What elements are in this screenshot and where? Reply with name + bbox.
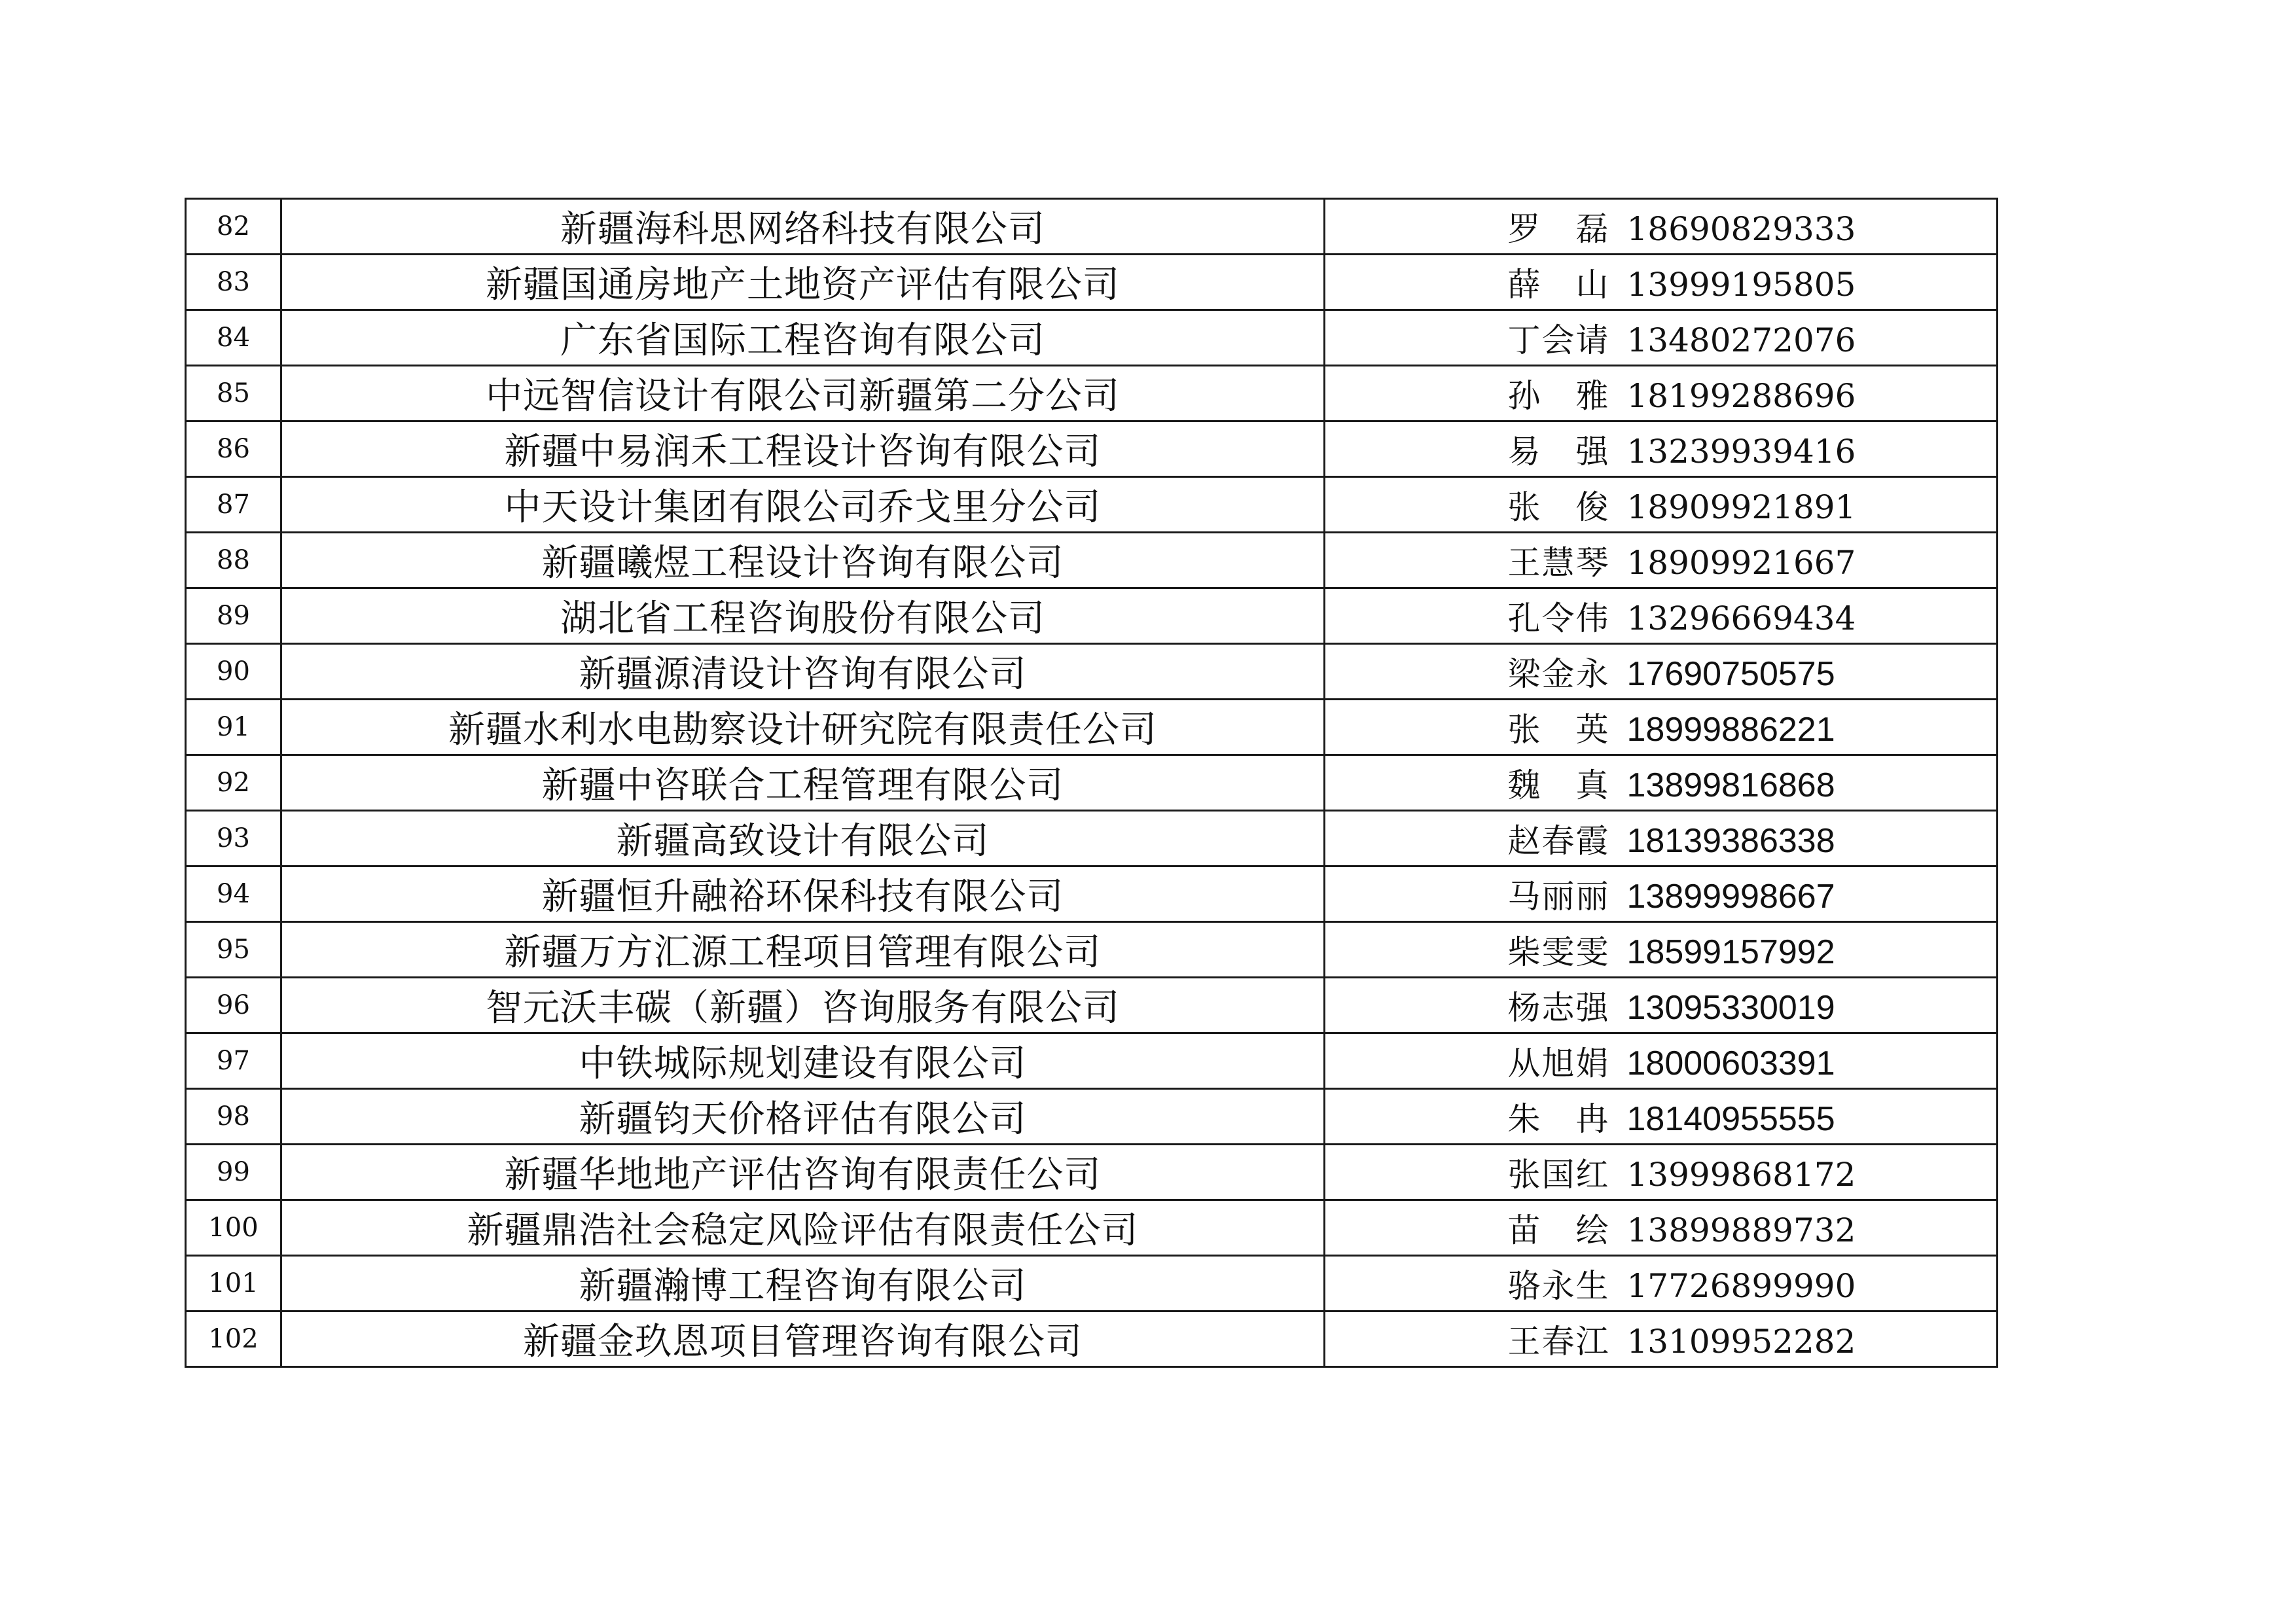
row-number: 91 — [186, 700, 281, 755]
table-row — [186, 922, 1998, 978]
row-number: 96 — [186, 978, 281, 1033]
row-number: 94 — [186, 866, 281, 922]
table-row — [186, 366, 1998, 421]
contact-cell — [1325, 755, 1998, 811]
company-name: 新疆水利水电勘察设计研究院有限责任公司 — [281, 700, 1325, 755]
row-number: 84 — [186, 310, 281, 366]
contact-cell — [1325, 1089, 1998, 1145]
table-row — [186, 1145, 1998, 1200]
row-number: 98 — [186, 1089, 281, 1145]
contact-phone: 18139386338 — [1626, 822, 1835, 860]
company-name: 新疆源清设计咨询有限公司 — [281, 644, 1325, 700]
company-name: 中远智信设计有限公司新疆第二分公司 — [281, 366, 1325, 421]
row-number: 89 — [186, 588, 281, 644]
company-name: 新疆曦煜工程设计咨询有限公司 — [281, 533, 1325, 588]
company-name: 新疆鼎浩社会稳定风险评估有限责任公司 — [281, 1200, 1325, 1256]
table-row — [186, 1033, 1998, 1089]
contact-name: 张 英 — [1507, 711, 1610, 749]
table-row — [186, 978, 1998, 1033]
table-row — [186, 533, 1998, 588]
company-contact-table — [185, 198, 1998, 1368]
contact-name: 骆永生 — [1507, 1267, 1610, 1305]
contact-cell — [1325, 1311, 1998, 1367]
contact-cell — [1325, 1256, 1998, 1311]
contact-phone: 17726899990 — [1626, 1267, 1856, 1305]
table-row — [186, 700, 1998, 755]
contact-name: 赵春霞 — [1507, 822, 1610, 860]
contact-name: 魏 真 — [1507, 766, 1610, 804]
contact-name: 王慧琴 — [1507, 544, 1610, 582]
table-row — [186, 255, 1998, 310]
table-body — [186, 199, 1998, 1367]
contact-phone: 18000603391 — [1626, 1044, 1835, 1082]
row-number: 93 — [186, 811, 281, 866]
contact-phone: 18690829333 — [1626, 210, 1856, 248]
contact-cell — [1325, 366, 1998, 421]
table-row — [186, 811, 1998, 866]
contact-cell — [1325, 811, 1998, 866]
row-number: 97 — [186, 1033, 281, 1089]
row-number: 95 — [186, 922, 281, 978]
company-name: 新疆万方汇源工程项目管理有限公司 — [281, 922, 1325, 978]
contact-name: 梁金永 — [1507, 655, 1610, 693]
contact-cell — [1325, 255, 1998, 310]
table-row — [186, 755, 1998, 811]
contact-phone: 13109952282 — [1626, 1323, 1856, 1361]
row-number: 86 — [186, 421, 281, 477]
table-row — [186, 477, 1998, 533]
contact-cell — [1325, 310, 1998, 366]
contact-name: 王春江 — [1507, 1323, 1610, 1361]
contact-cell — [1325, 866, 1998, 922]
company-name: 中铁城际规划建设有限公司 — [281, 1033, 1325, 1089]
company-name: 新疆高致设计有限公司 — [281, 811, 1325, 866]
table-row — [186, 644, 1998, 700]
contact-name: 丁会请 — [1507, 321, 1610, 359]
contact-phone: 18140955555 — [1626, 1100, 1835, 1138]
contact-phone: 13999868172 — [1626, 1156, 1856, 1194]
contact-name: 张国红 — [1507, 1156, 1610, 1194]
contact-name: 易 强 — [1507, 433, 1610, 471]
table-row — [186, 199, 1998, 255]
contact-phone: 18599157992 — [1626, 933, 1835, 971]
contact-name: 张 俊 — [1507, 488, 1610, 526]
contact-phone: 13899816868 — [1626, 766, 1835, 804]
table-row — [186, 1089, 1998, 1145]
contact-name: 杨志强 — [1507, 989, 1610, 1027]
company-name: 新疆中咨联合工程管理有限公司 — [281, 755, 1325, 811]
contact-phone: 18199288696 — [1626, 377, 1856, 415]
contact-name: 苗 绘 — [1507, 1211, 1610, 1249]
contact-phone: 18909921667 — [1626, 544, 1856, 582]
contact-phone: 13095330019 — [1626, 989, 1835, 1027]
contact-phone: 18999886221 — [1626, 711, 1835, 749]
company-name: 新疆瀚博工程咨询有限公司 — [281, 1256, 1325, 1311]
company-name: 中天设计集团有限公司乔戈里分公司 — [281, 477, 1325, 533]
company-name: 新疆恒升融裕环保科技有限公司 — [281, 866, 1325, 922]
row-number: 82 — [186, 199, 281, 255]
table-row — [186, 1200, 1998, 1256]
contact-name: 马丽丽 — [1507, 878, 1610, 916]
contact-cell — [1325, 1200, 1998, 1256]
contact-cell — [1325, 922, 1998, 978]
contact-phone: 13899889732 — [1626, 1211, 1856, 1249]
contact-name: 薛 山 — [1507, 266, 1610, 304]
contact-cell — [1325, 199, 1998, 255]
table-row — [186, 1256, 1998, 1311]
contact-phone: 13296669434 — [1626, 599, 1856, 637]
company-name: 湖北省工程咨询股份有限公司 — [281, 588, 1325, 644]
contact-name: 从旭娟 — [1507, 1044, 1610, 1082]
row-number: 101 — [186, 1256, 281, 1311]
company-name: 广东省国际工程咨询有限公司 — [281, 310, 1325, 366]
company-name: 新疆钧天价格评估有限公司 — [281, 1089, 1325, 1145]
contact-cell — [1325, 588, 1998, 644]
company-name: 新疆中易润禾工程设计咨询有限公司 — [281, 421, 1325, 477]
contact-cell — [1325, 421, 1998, 477]
contact-name: 孔令伟 — [1507, 599, 1610, 637]
row-number: 100 — [186, 1200, 281, 1256]
table-row — [186, 421, 1998, 477]
company-name: 新疆金玖恩项目管理咨询有限公司 — [281, 1311, 1325, 1367]
company-name: 新疆国通房地产土地资产评估有限公司 — [281, 255, 1325, 310]
contact-phone: 18909921891 — [1626, 488, 1856, 526]
contact-cell — [1325, 644, 1998, 700]
table-row — [186, 1311, 1998, 1367]
row-number: 87 — [186, 477, 281, 533]
contact-cell — [1325, 477, 1998, 533]
contact-phone: 13999195805 — [1626, 266, 1856, 304]
contact-name: 罗 磊 — [1507, 210, 1610, 248]
contact-name: 朱 冉 — [1507, 1100, 1610, 1138]
row-number: 90 — [186, 644, 281, 700]
table-row — [186, 310, 1998, 366]
row-number: 102 — [186, 1311, 281, 1367]
contact-cell — [1325, 700, 1998, 755]
company-name: 新疆华地地产评估咨询有限责任公司 — [281, 1145, 1325, 1200]
company-name: 新疆海科思网络科技有限公司 — [281, 199, 1325, 255]
row-number: 85 — [186, 366, 281, 421]
contact-name: 孙 雅 — [1507, 377, 1610, 415]
contact-phone: 13239939416 — [1626, 433, 1856, 471]
row-number: 92 — [186, 755, 281, 811]
table-row — [186, 588, 1998, 644]
row-number: 83 — [186, 255, 281, 310]
contact-name: 柴雯雯 — [1507, 933, 1610, 971]
row-number: 99 — [186, 1145, 281, 1200]
company-name: 智元沃丰碳（新疆）咨询服务有限公司 — [281, 978, 1325, 1033]
table-row — [186, 866, 1998, 922]
contact-cell — [1325, 978, 1998, 1033]
contact-phone: 13480272076 — [1626, 321, 1856, 359]
row-number: 88 — [186, 533, 281, 588]
contact-phone: 13899998667 — [1626, 878, 1835, 916]
contact-cell — [1325, 1033, 1998, 1089]
contact-cell — [1325, 533, 1998, 588]
contact-phone: 17690750575 — [1626, 655, 1835, 693]
contact-cell — [1325, 1145, 1998, 1200]
